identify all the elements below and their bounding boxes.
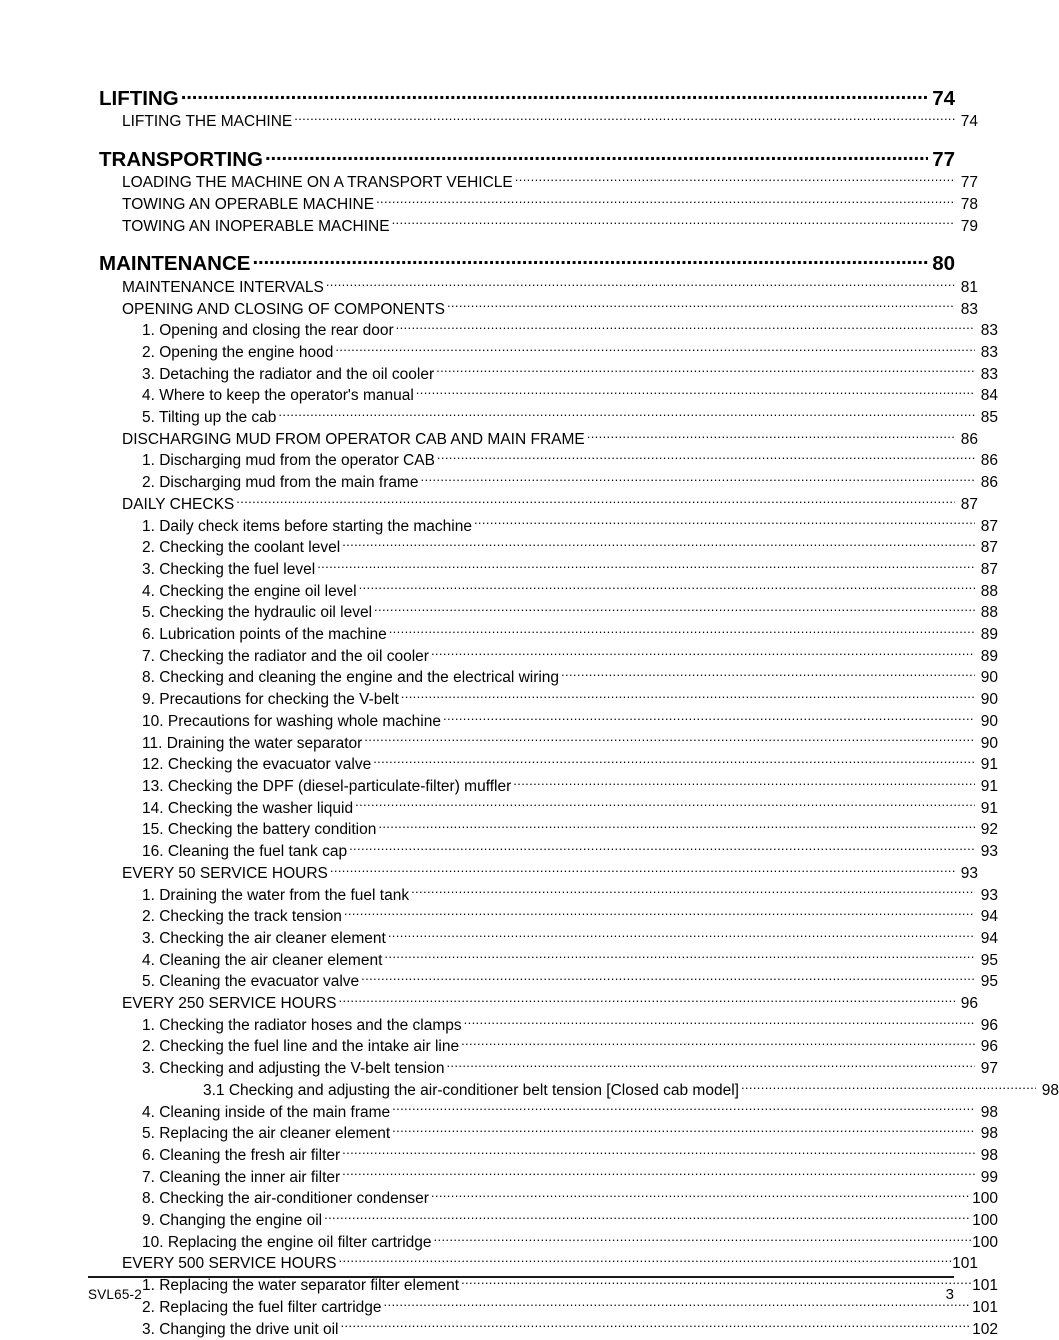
table-of-contents bbox=[99, 84, 1059, 1340]
toc-entry-page-number: 81 bbox=[960, 278, 978, 296]
toc-leader-dots bbox=[181, 84, 928, 105]
toc-entry-page-number: 90 bbox=[980, 669, 998, 687]
toc-leader-dots bbox=[364, 732, 975, 748]
toc-leader-dots bbox=[374, 602, 975, 618]
toc-entry-label: LOADING THE MACHINE ON A TRANSPORT VEHICLE bbox=[122, 174, 513, 192]
toc-entry-page-number: 96 bbox=[980, 1038, 998, 1056]
toc-entry-label: 6. Lubrication points of the machine bbox=[142, 626, 387, 644]
toc-entry-page-number: 89 bbox=[980, 626, 998, 644]
toc-entry-label: EVERY 50 SERVICE HOURS bbox=[122, 864, 328, 882]
toc-entry-page-number: 80 bbox=[932, 252, 955, 276]
toc-entry-label: 14. Checking the washer liquid bbox=[142, 799, 354, 817]
toc-leader-dots bbox=[339, 993, 955, 1009]
toc-leader-dots bbox=[330, 862, 955, 878]
toc-entry-label: 5. Cleaning the evacuator valve bbox=[142, 973, 360, 991]
toc-entry-label: 2. Checking the track tension bbox=[142, 908, 342, 926]
toc-entry-page-number: 87 bbox=[980, 560, 998, 578]
toc-entry-page-number: 98 bbox=[980, 1125, 998, 1143]
toc-entry-page-number: 74 bbox=[932, 86, 955, 110]
toc-entry-page-number: 100 bbox=[972, 1233, 998, 1251]
toc-entry-label: 4. Cleaning inside of the main frame bbox=[142, 1103, 391, 1121]
toc-entry-label: 3. Checking and adjusting the V-belt tension bbox=[142, 1060, 445, 1078]
toc-entry-label: 16. Cleaning the fuel tank cap bbox=[142, 843, 348, 861]
toc-entry-label: 1. Draining the water from the fuel tank bbox=[142, 886, 410, 904]
toc-entry-label: TOWING AN INOPERABLE MACHINE bbox=[122, 217, 390, 235]
toc-leader-dots bbox=[396, 320, 975, 336]
toc-leader-dots bbox=[342, 1166, 975, 1182]
toc-entry-page-number: 83 bbox=[980, 365, 998, 383]
toc-entry-page-number: 86 bbox=[980, 474, 998, 492]
toc-leader-dots bbox=[411, 884, 975, 900]
toc-entry-page-number: 87 bbox=[960, 495, 978, 513]
toc-entry-page-number: 93 bbox=[980, 843, 998, 861]
toc-entry-label: 1. Replacing the water separator filter element bbox=[142, 1277, 460, 1295]
toc-entry-label: 1. Daily check items before starting the machine bbox=[142, 517, 472, 535]
toc-entry-page-number: 84 bbox=[980, 387, 998, 405]
toc-leader-dots bbox=[392, 1123, 975, 1139]
toc-leader-dots bbox=[437, 450, 975, 466]
toc-leader-dots bbox=[421, 472, 975, 488]
toc-entry-label: 2. Discharging mud from the main frame bbox=[142, 474, 419, 492]
toc-entry-page-number: 100 bbox=[972, 1212, 998, 1230]
toc-leader-dots bbox=[339, 1253, 952, 1269]
toc-entry-page-number: 95 bbox=[980, 951, 998, 969]
toc-entry-page-number: 83 bbox=[960, 300, 978, 318]
toc-entry-label: 1. Opening and closing the rear door bbox=[142, 322, 394, 340]
toc-entry-label: 12. Checking the evacuator valve bbox=[142, 756, 372, 774]
toc-leader-dots bbox=[376, 193, 955, 209]
toc-entry-page-number: 93 bbox=[980, 886, 998, 904]
toc-entry-label: OPENING AND CLOSING OF COMPONENTS bbox=[122, 300, 445, 318]
toc-leader-dots bbox=[373, 754, 975, 770]
toc-leader-dots bbox=[342, 537, 975, 553]
toc-entry-label: 10. Precautions for washing whole machine bbox=[142, 712, 441, 730]
toc-entry-page-number: 90 bbox=[980, 734, 998, 752]
toc-entry-page-number: 87 bbox=[980, 517, 998, 535]
toc-leader-dots bbox=[294, 111, 955, 127]
toc-entry-label: EVERY 250 SERVICE HOURS bbox=[122, 995, 337, 1013]
toc-entry-label: MAINTENANCE INTERVALS bbox=[122, 278, 324, 296]
toc-entry-page-number: 98 bbox=[980, 1103, 998, 1121]
toc-entry-page-number: 83 bbox=[980, 343, 998, 361]
toc-entry-page-number: 78 bbox=[960, 195, 978, 213]
toc-entry-page-number: 92 bbox=[980, 821, 998, 839]
toc-leader-dots bbox=[378, 819, 975, 835]
toc-entry-label: 5. Checking the hydraulic oil level bbox=[142, 604, 373, 622]
toc-entry-page-number: 89 bbox=[980, 647, 998, 665]
toc-entry-page-number: 96 bbox=[960, 995, 978, 1013]
toc-leader-dots bbox=[431, 645, 975, 661]
toc-entry-label: EVERY 500 SERVICE HOURS bbox=[122, 1255, 337, 1273]
toc-leader-dots bbox=[416, 385, 975, 401]
toc-entry-page-number: 90 bbox=[980, 712, 998, 730]
toc-leader-dots bbox=[587, 428, 955, 444]
toc-entry-page-number: 74 bbox=[960, 113, 978, 130]
toc-leader-dots bbox=[361, 971, 975, 987]
toc-entry-label: 9. Precautions for checking the V-belt bbox=[142, 691, 399, 709]
toc-entry-page-number: 83 bbox=[980, 322, 998, 340]
toc-leader-dots bbox=[447, 298, 955, 314]
toc-entry[interactable] bbox=[122, 215, 978, 237]
toc-entry-page-number: 88 bbox=[980, 604, 998, 622]
toc-entry-label: 4. Where to keep the operator's manual bbox=[142, 387, 414, 405]
toc-entry-label: DAILY CHECKS bbox=[122, 495, 235, 513]
toc-leader-dots bbox=[515, 172, 955, 188]
toc-leader-dots bbox=[401, 689, 975, 705]
toc-leader-dots bbox=[359, 580, 975, 596]
toc-entry-page-number: 79 bbox=[960, 217, 978, 235]
toc-leader-dots bbox=[513, 775, 975, 791]
toc-entry-label: 2. Checking the fuel line and the intake air line bbox=[142, 1038, 460, 1056]
toc-entry-page-number: 100 bbox=[972, 1190, 998, 1208]
toc-leader-dots bbox=[431, 1188, 971, 1204]
toc-leader-dots bbox=[464, 1014, 975, 1030]
toc-entry-page-number: 91 bbox=[980, 756, 998, 774]
toc-leader-dots bbox=[388, 927, 975, 943]
toc-entry[interactable] bbox=[142, 1318, 998, 1340]
toc-leader-dots bbox=[434, 1231, 972, 1247]
toc-entry-label: 11. Draining the water separator bbox=[142, 734, 363, 752]
toc-entry-label: 3. Changing the drive unit oil bbox=[142, 1320, 339, 1338]
toc-leader-dots bbox=[355, 797, 975, 813]
toc-entry-label: 5. Replacing the air cleaner element bbox=[142, 1125, 391, 1143]
toc-entry-page-number: 88 bbox=[980, 582, 998, 600]
toc-leader-dots bbox=[446, 1058, 975, 1074]
toc-leader-dots bbox=[265, 145, 928, 166]
toc-leader-dots bbox=[392, 215, 955, 231]
toc-leader-dots bbox=[389, 624, 975, 640]
toc-entry-page-number: 86 bbox=[960, 430, 978, 448]
toc-entry-label: TRANSPORTING bbox=[99, 147, 263, 171]
toc-entry-label: TOWING AN OPERABLE MACHINE bbox=[122, 195, 375, 213]
toc-leader-dots bbox=[561, 667, 975, 683]
page-footer bbox=[88, 1286, 954, 1303]
toc-leader-dots bbox=[436, 363, 975, 379]
toc-entry-page-number: 101 bbox=[972, 1277, 998, 1295]
toc-leader-dots bbox=[461, 1036, 975, 1052]
toc-leader-dots bbox=[342, 1144, 975, 1160]
toc-entry-label: 7. Checking the radiator and the oil cooler bbox=[142, 647, 429, 665]
toc-entry-page-number: 98 bbox=[980, 1146, 998, 1164]
toc-entry-page-number: 86 bbox=[980, 452, 998, 470]
toc-entry-page-number: 90 bbox=[980, 691, 998, 709]
toc-leader-dots bbox=[349, 841, 975, 857]
toc-leader-dots bbox=[741, 1079, 1036, 1095]
toc-entry-page-number: 77 bbox=[960, 174, 978, 192]
toc-entry-label: 1. Discharging mud from the operator CAB bbox=[142, 452, 435, 470]
toc-leader-dots bbox=[317, 558, 975, 574]
toc-entry-page-number: 93 bbox=[960, 864, 978, 882]
toc-entry-label: 4. Checking the engine oil level bbox=[142, 582, 357, 600]
toc-leader-dots bbox=[443, 710, 975, 726]
toc-entry-label: 9. Changing the engine oil bbox=[142, 1212, 323, 1230]
toc-entry-label: 15. Checking the battery condition bbox=[142, 821, 377, 839]
toc-entry-label: 8. Checking the air-conditioner condenser bbox=[142, 1190, 429, 1208]
toc-entry-label: 4. Cleaning the air cleaner element bbox=[142, 951, 383, 969]
toc-entry-page-number: 87 bbox=[980, 539, 998, 557]
toc-entry-page-number: 102 bbox=[972, 1320, 998, 1338]
toc-entry-label: LIFTING bbox=[99, 86, 179, 110]
footer-model-label: SVL65-2 bbox=[88, 1287, 142, 1302]
toc-entry-page-number: 95 bbox=[980, 973, 998, 991]
toc-leader-dots bbox=[384, 949, 975, 965]
toc-leader-dots bbox=[344, 906, 975, 922]
toc-entry-page-number: 101 bbox=[972, 1298, 998, 1316]
toc-entry-label: 7. Cleaning the inner air filter bbox=[142, 1168, 341, 1186]
toc-entry-page-number: 85 bbox=[980, 409, 998, 427]
toc-entry-label: 2. Checking the coolant level bbox=[142, 539, 341, 557]
toc-entry-page-number: 97 bbox=[980, 1060, 998, 1078]
toc-entry-page-number: 91 bbox=[980, 799, 998, 817]
toc-entry-page-number: 77 bbox=[932, 147, 955, 171]
toc-leader-dots bbox=[236, 493, 955, 509]
toc-entry[interactable] bbox=[122, 111, 978, 133]
toc-entry-label: 1. Checking the radiator hoses and the clamps bbox=[142, 1016, 462, 1034]
toc-leader-dots bbox=[335, 341, 975, 357]
toc-leader-dots bbox=[474, 515, 975, 531]
toc-entry-page-number: 98 bbox=[1041, 1081, 1059, 1099]
toc-entry-label: MAINTENANCE bbox=[99, 252, 251, 276]
toc-leader-dots bbox=[392, 1101, 975, 1117]
toc-entry-page-number: 94 bbox=[980, 908, 998, 926]
toc-entry-page-number: 96 bbox=[980, 1016, 998, 1034]
toc-entry-label: 3.1 Checking and adjusting the air-conditioner belt tension [Closed cab model] bbox=[203, 1081, 739, 1099]
toc-entry-label: 2. Replacing the fuel filter cartridge bbox=[142, 1298, 382, 1316]
footer-divider bbox=[88, 1276, 954, 1278]
toc-leader-dots bbox=[278, 407, 975, 423]
toc-entry-label: 8. Checking and cleaning the engine and the electrical wiring bbox=[142, 669, 560, 687]
toc-entry-label: 6. Cleaning the fresh air filter bbox=[142, 1146, 341, 1164]
toc-entry-label: LIFTING THE MACHINE bbox=[122, 113, 293, 130]
toc-entry-page-number: 101 bbox=[952, 1255, 978, 1273]
toc-leader-dots bbox=[252, 250, 928, 271]
toc-entry-label: 2. Opening the engine hood bbox=[142, 343, 334, 361]
toc-entry-page-number: 99 bbox=[980, 1168, 998, 1186]
toc-leader-dots bbox=[326, 276, 955, 292]
toc-leader-dots bbox=[324, 1210, 971, 1226]
toc-entry-label: DISCHARGING MUD FROM OPERATOR CAB AND MAIN FRAME bbox=[122, 430, 585, 448]
toc-entry-label: 3. Checking the air cleaner element bbox=[142, 929, 386, 947]
toc-entry-label: 5. Tilting up the cab bbox=[142, 409, 277, 427]
toc-entry-page-number: 91 bbox=[980, 777, 998, 795]
toc-entry-label: 13. Checking the DPF (diesel-particulate-filter) muffler bbox=[142, 777, 512, 795]
toc-entry-page-number: 94 bbox=[980, 929, 998, 947]
toc-entry-label: 3. Checking the fuel level bbox=[142, 560, 316, 578]
toc-entry-label: 10. Replacing the engine oil filter cartridge bbox=[142, 1233, 432, 1251]
footer-page-number: 3 bbox=[945, 1286, 954, 1303]
toc-entry-label: 3. Detaching the radiator and the oil cooler bbox=[142, 365, 435, 383]
toc-leader-dots bbox=[340, 1318, 971, 1334]
